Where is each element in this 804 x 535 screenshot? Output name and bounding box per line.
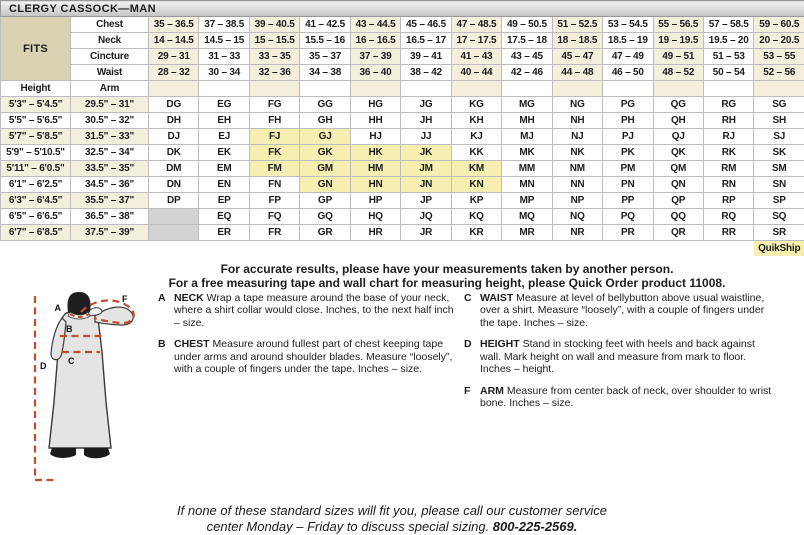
size-cell-HN: HN [350,177,400,193]
size-cell-HH: HH [350,113,400,129]
size-cell-MJ: MJ [502,129,552,145]
chart-title-row [1,1,804,17]
height-range-cell: 5'3" – 5'4.5" [1,97,71,113]
instruction-text: NECK Wrap a tape measure around the base of your neck, where a shirt collar would close. Inches, to the next half inch – size. [174,292,458,330]
instruction-text: CHEST Measure around fullest part of chest keeping tape under arms and around shoulder blades. Measure “loosely”, with a couple of fingers under the tape. Inches – size. [174,338,458,376]
size-cell-JN: JN [401,177,451,193]
size-cell-GQ: GQ [300,209,350,225]
fits-value-cell: 16.5 – 17 [401,33,451,49]
instruction-arm [464,385,778,410]
size-cell-RH: RH [703,113,753,129]
size-cell-RQ: RQ [703,209,753,225]
fits-value-cell: 42 – 46 [502,65,552,81]
size-row [1,177,804,193]
size-cell-NQ: NQ [552,209,602,225]
size-cell-EQ: EQ [199,209,249,225]
arm-range-cell: 33.5" – 35" [71,161,149,177]
fits-value-cell: 17.5 – 18 [502,33,552,49]
fits-value-cell: 47 – 49 [603,49,653,65]
grid-header-spacer-cell [350,81,400,97]
instruction-letter: C [464,292,480,330]
grid-header-spacer-cell [502,81,552,97]
fits-value-cell: 38 – 42 [401,65,451,81]
size-cell-SG: SG [754,97,804,113]
lower-section [0,292,804,497]
size-cell-MN: MN [502,177,552,193]
size-cell-GH: GH [300,113,350,129]
size-cell-SH: SH [754,113,804,129]
size-cell-empty [149,225,199,241]
instructions-right-column [458,292,778,419]
fits-value-cell: 51 – 52.5 [552,17,602,33]
size-cell-NG: NG [552,97,602,113]
size-cell-QK: QK [653,145,703,161]
instruction-chest [158,338,458,376]
size-cell-HP: HP [350,193,400,209]
instruction-letter: D [464,338,480,376]
size-cell-QM: QM [653,161,703,177]
height-range-cell: 5'11" – 6'0.5" [1,161,71,177]
fits-value-cell: 35 – 36.5 [149,17,199,33]
size-cell-MM: MM [502,161,552,177]
label-a: A [55,303,62,313]
size-cell-DK: DK [149,145,199,161]
fits-value-cell: 31 – 33 [199,49,249,65]
size-cell-RN: RN [703,177,753,193]
note-line-1: For accurate results, please have your measurements taken by another person. [90,262,804,276]
fits-value-cell: 19 – 19.5 [653,33,703,49]
size-cell-FK: FK [249,145,299,161]
fits-value-cell: 45 – 47 [552,49,602,65]
fits-value-cell: 43 – 44.5 [350,17,400,33]
footer-line-2-text: center Monday – Friday to discuss special sizing. [207,519,493,534]
fits-value-cell: 28 – 32 [149,65,199,81]
arm-range-cell: 30.5" – 32" [71,113,149,129]
size-cell-FM: FM [249,161,299,177]
fits-value-cell: 45 – 46.5 [401,17,451,33]
size-cell-MQ: MQ [502,209,552,225]
label-b: B [66,324,73,334]
size-cell-QR: QR [653,225,703,241]
size-cell-GR: GR [300,225,350,241]
height-range-cell: 6'7" – 6'8.5" [1,225,71,241]
size-cell-GG: GG [300,97,350,113]
size-cell-JQ: JQ [401,209,451,225]
fits-value-cell: 44 – 48 [552,65,602,81]
fits-value-cell: 20 – 20.5 [754,33,804,49]
size-cell-EN: EN [199,177,249,193]
size-cell-KH: KH [451,113,501,129]
instruction-term: HEIGHT [480,338,523,350]
grid-header-spacer-cell [401,81,451,97]
size-cell-DN: DN [149,177,199,193]
fits-value-cell: 14.5 – 15 [199,33,249,49]
size-cell-FQ: FQ [249,209,299,225]
fits-value-cell: 14 – 14.5 [149,33,199,49]
grid-header-spacer-cell [653,81,703,97]
fits-value-cell: 49 – 51 [653,49,703,65]
cassock-diagram-svg [18,292,158,492]
size-cell-QH: QH [653,113,703,129]
fits-row-waist [1,65,804,81]
height-range-cell: 6'3" – 6'4.5" [1,193,71,209]
size-cell-SR: SR [754,225,804,241]
size-cell-NH: NH [552,113,602,129]
label-c: C [68,356,75,366]
quikship-spacer [1,241,754,256]
size-cell-FG: FG [249,97,299,113]
fits-value-cell: 57 – 58.5 [703,17,753,33]
size-cell-NN: NN [552,177,602,193]
size-cell-SK: SK [754,145,804,161]
fits-value-cell: 17 – 17.5 [451,33,501,49]
fits-value-cell: 39 – 40.5 [249,17,299,33]
head [67,292,90,315]
label-f: F [122,294,128,304]
fits-value-cell: 30 – 34 [199,65,249,81]
size-cell-PG: PG [603,97,653,113]
size-cell-FH: FH [249,113,299,129]
height-range-cell: 5'9" – 5'10.5" [1,145,71,161]
size-cell-QQ: QQ [653,209,703,225]
size-row [1,113,804,129]
size-cell-JG: JG [401,97,451,113]
height-range-cell: 6'5" – 6'6.5" [1,209,71,225]
fits-value-cell: 41 – 42.5 [300,17,350,33]
fits-value-cell: 46 – 50 [603,65,653,81]
instruction-term: CHEST [174,338,213,350]
size-cell-RJ: RJ [703,129,753,145]
size-cell-RK: RK [703,145,753,161]
measurement-notes [90,262,804,290]
size-cell-EJ: EJ [199,129,249,145]
size-cell-DH: DH [149,113,199,129]
size-cell-JJ: JJ [401,129,451,145]
size-cell-RG: RG [703,97,753,113]
size-cell-QG: QG [653,97,703,113]
size-cell-EG: EG [199,97,249,113]
note-line-2: For a free measuring tape and wall chart for measuring height, please Quick Order product 11008. [90,276,804,290]
size-cell-SJ: SJ [754,129,804,145]
fits-value-cell: 49 – 50.5 [502,17,552,33]
size-cell-EM: EM [199,161,249,177]
fits-row-neck [1,33,804,49]
size-cell-SM: SM [754,161,804,177]
size-row [1,145,804,161]
instruction-height [464,338,778,376]
grid-header-spacer-cell [451,81,501,97]
arm-range-cell: 36.5" – 38" [71,209,149,225]
size-cell-EH: EH [199,113,249,129]
height-range-cell: 5'5" – 5'6.5" [1,113,71,129]
size-cell-FP: FP [249,193,299,209]
size-chart-table [0,0,804,256]
measure-label-waist: Waist [71,65,149,81]
arm-range-cell: 32.5" – 34" [71,145,149,161]
quikship-badge: QuikShip [754,241,804,256]
size-cell-KG: KG [451,97,501,113]
arm-range-cell: 37.5" – 39" [71,225,149,241]
size-row [1,225,804,241]
size-row [1,97,804,113]
fits-value-cell: 19.5 – 20 [703,33,753,49]
fits-value-cell: 18.5 – 19 [603,33,653,49]
fits-value-cell: 43 – 45 [502,49,552,65]
fits-value-cell: 37 – 39 [350,49,400,65]
instruction-letter: B [158,338,174,376]
instruction-term: NECK [174,292,207,304]
cassock-figure [0,292,158,497]
measure-label-neck: Neck [71,33,149,49]
size-cell-GP: GP [300,193,350,209]
grid-header-row [1,81,804,97]
quikship-row [1,241,804,256]
size-cell-EK: EK [199,145,249,161]
fits-value-cell: 29 – 31 [149,49,199,65]
size-row [1,193,804,209]
size-cell-GK: GK [300,145,350,161]
fits-value-cell: 37 – 38.5 [199,17,249,33]
size-cell-GN: GN [300,177,350,193]
size-cell-HK: HK [350,145,400,161]
fits-value-cell: 48 – 52 [653,65,703,81]
size-cell-HG: HG [350,97,400,113]
fits-value-cell: 16 – 16.5 [350,33,400,49]
height-range-cell: 6'1" – 6'2.5" [1,177,71,193]
size-cell-NP: NP [552,193,602,209]
size-row [1,161,804,177]
size-cell-MG: MG [502,97,552,113]
special-sizing-note [20,503,764,535]
fits-value-cell: 40 – 44 [451,65,501,81]
size-cell-KN: KN [451,177,501,193]
size-cell-DM: DM [149,161,199,177]
grid-header-spacer-cell [552,81,602,97]
arm-range-cell: 35.5" – 37" [71,193,149,209]
instruction-waist [464,292,778,330]
instruction-term: ARM [480,385,507,397]
size-cell-NM: NM [552,161,602,177]
fits-value-cell: 50 – 54 [703,65,753,81]
label-d: D [40,361,47,371]
size-row [1,129,804,145]
size-cell-PN: PN [603,177,653,193]
size-cell-JM: JM [401,161,451,177]
size-cell-FN: FN [249,177,299,193]
size-cell-SN: SN [754,177,804,193]
grid-header-spacer-cell [300,81,350,97]
arm-range-cell: 29.5" – 31" [71,97,149,113]
size-cell-SP: SP [754,193,804,209]
fits-value-cell: 15 – 15.5 [249,33,299,49]
fits-row-cincture [1,49,804,65]
right-shoe [84,448,110,458]
size-cell-FR: FR [249,225,299,241]
footer-line-1: If none of these standard sizes will fit you, please call our customer service [20,503,764,519]
fits-value-cell: 32 – 36 [249,65,299,81]
size-cell-PH: PH [603,113,653,129]
fits-value-cell: 18 – 18.5 [552,33,602,49]
fits-label-cell: FITS [1,17,71,81]
grid-header-spacer-cell [199,81,249,97]
fits-value-cell: 39 – 41 [401,49,451,65]
size-cell-JP: JP [401,193,451,209]
left-shoe [50,448,76,458]
size-cell-GJ: GJ [300,129,350,145]
size-cell-SQ: SQ [754,209,804,225]
fits-value-cell: 55 – 56.5 [653,17,703,33]
size-cell-KP: KP [451,193,501,209]
arm-range-cell: 31.5" – 33" [71,129,149,145]
fits-value-cell: 35 – 37 [300,49,350,65]
instruction-term: WAIST [480,292,516,304]
phone-number: 800-225-2569. [493,519,578,534]
fits-value-cell: 15.5 – 16 [300,33,350,49]
size-cell-DG: DG [149,97,199,113]
size-cell-QN: QN [653,177,703,193]
size-cell-MH: MH [502,113,552,129]
size-cell-FJ: FJ [249,129,299,145]
instruction-text: ARM Measure from center back of neck, over shoulder to wrist bone. Inches – size. [480,385,778,410]
instruction-text: WAIST Measure at level of bellybutton above usual waistline, over a shirt. Measure “loosely”, with a couple of fingers under the tape. Inches – size. [480,292,778,330]
size-cell-DP: DP [149,193,199,209]
size-cell-QP: QP [653,193,703,209]
size-cell-KQ: KQ [451,209,501,225]
instructions-left-column [158,292,458,385]
fits-value-cell: 47 – 48.5 [451,17,501,33]
measure-label-chest: Chest [71,17,149,33]
grid-header-spacer-cell [603,81,653,97]
size-cell-RR: RR [703,225,753,241]
footer-line-2 [20,519,764,535]
measure-label-cincture: Cincture [71,49,149,65]
arm-range-cell: 34.5" – 36" [71,177,149,193]
size-cell-PM: PM [603,161,653,177]
size-cell-EP: EP [199,193,249,209]
size-cell-PQ: PQ [603,209,653,225]
fits-value-cell: 41 – 43 [451,49,501,65]
size-cell-HR: HR [350,225,400,241]
size-cell-PR: PR [603,225,653,241]
size-cell-GM: GM [300,161,350,177]
instruction-letter: A [158,292,174,330]
height-range-cell: 5'7" – 5'8.5" [1,129,71,145]
height-column-header: Height [1,81,71,97]
size-cell-MK: MK [502,145,552,161]
size-cell-empty [149,209,199,225]
size-cell-PJ: PJ [603,129,653,145]
size-cell-JH: JH [401,113,451,129]
page-title: CLERGY CASSOCK—MAN [1,1,804,17]
grid-header-spacer-cell [149,81,199,97]
size-cell-ER: ER [199,225,249,241]
size-cell-MR: MR [502,225,552,241]
instruction-text: HEIGHT Stand in stocking feet with heels and back against wall. Mark height on wall and measure from mark to floor. Inches – height. [480,338,778,376]
size-cell-KJ: KJ [451,129,501,145]
grid-header-spacer-cell [754,81,804,97]
fits-value-cell: 51 – 53 [703,49,753,65]
size-cell-HJ: HJ [350,129,400,145]
size-cell-PK: PK [603,145,653,161]
fits-value-cell: 59 – 60.5 [754,17,804,33]
fits-row-chest [1,17,804,33]
size-cell-JR: JR [401,225,451,241]
size-cell-HQ: HQ [350,209,400,225]
size-cell-RM: RM [703,161,753,177]
size-cell-NR: NR [552,225,602,241]
size-cell-KK: KK [451,145,501,161]
size-cell-NK: NK [552,145,602,161]
instruction-letter: F [464,385,480,410]
grid-header-spacer-cell [249,81,299,97]
size-cell-DJ: DJ [149,129,199,145]
arm-column-header: Arm [71,81,149,97]
size-cell-PP: PP [603,193,653,209]
size-cell-HM: HM [350,161,400,177]
size-cell-JK: JK [401,145,451,161]
fits-value-cell: 34 – 38 [300,65,350,81]
fits-value-cell: 52 – 56 [754,65,804,81]
fits-value-cell: 53 – 55 [754,49,804,65]
size-cell-KR: KR [451,225,501,241]
fits-value-cell: 33 – 35 [249,49,299,65]
size-cell-QJ: QJ [653,129,703,145]
fits-value-cell: 36 – 40 [350,65,400,81]
size-cell-NJ: NJ [552,129,602,145]
fits-value-cell: 53 – 54.5 [603,17,653,33]
instruction-neck [158,292,458,330]
grid-header-spacer-cell [703,81,753,97]
size-cell-KM: KM [451,161,501,177]
size-row [1,209,804,225]
size-cell-MP: MP [502,193,552,209]
size-cell-RP: RP [703,193,753,209]
